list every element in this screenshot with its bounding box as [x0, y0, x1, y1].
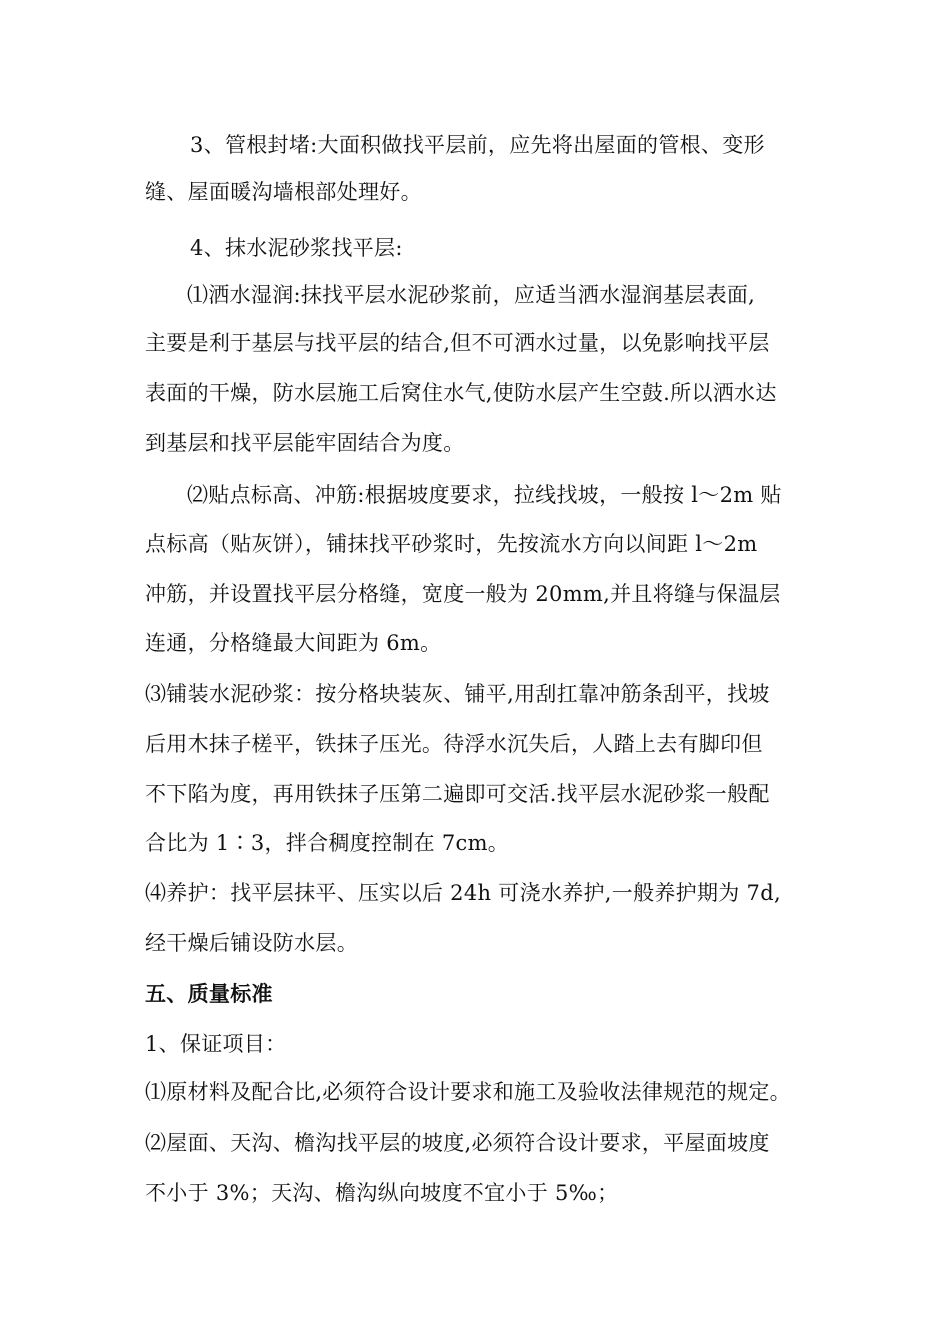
paragraph-line: ⑴原材料及配合比,必须符合设计要求和施工及验收法律规范的规定。 [145, 1080, 791, 1104]
paragraph-line: 3、管根封堵:大面积做找平层前，应先将出屋面的管根、变形 [190, 133, 765, 157]
paragraph-line: 经干燥后铺设防水层。 [145, 931, 358, 955]
paragraph-line: 到基层和找平层能牢固结合为度。 [145, 431, 465, 455]
paragraph-line: 4、抹水泥砂浆找平层: [190, 236, 403, 260]
paragraph-line: ⑶铺装水泥砂浆：按分格块装灰、铺平,用刮扛靠冲筋条刮平，找坡 [145, 682, 770, 706]
paragraph-line: 1、保证项目： [145, 1032, 287, 1056]
paragraph-line: ⑵贴点标高、冲筋:根据坡度要求，拉线找坡，一般按 l～2m 贴 [187, 483, 782, 507]
paragraph-line: 表面的干燥，防水层施工后窝住水气,使防水层产生空鼓.所以洒水达 [145, 381, 777, 405]
paragraph-line: 缝、屋面暖沟墙根部处理好。 [145, 180, 422, 204]
paragraph-line: 点标高（贴灰饼），铺抹找平砂浆时，先按流水方向以间距 l～2m [145, 532, 758, 556]
paragraph-line: 不下陷为度，再用铁抹子压第二遍即可交活.找平层水泥砂浆一般配 [145, 782, 770, 806]
section-heading: 五、质量标准 [145, 981, 273, 1006]
paragraph-line: 主要是利于基层与找平层的结合,但不可洒水过量，以免影响找平层 [145, 331, 770, 355]
paragraph-line: 不小于 3%；天沟、檐沟纵向坡度不宜小于 5‰； [145, 1181, 619, 1205]
paragraph-line: 合比为 1∶3，拌合稠度控制在 7cm。 [145, 831, 510, 855]
paragraph-line: ⑷养护：找平层抹平、压实以后 24h 可浇水养护,一般养护期为 7d, [145, 881, 781, 905]
paragraph-line: ⑴洒水湿润:抹找平层水泥砂浆前，应适当洒水湿润基层表面, [187, 283, 756, 307]
paragraph-line: ⑵屋面、天沟、檐沟找平层的坡度,必须符合设计要求，平屋面坡度 [145, 1131, 770, 1155]
paragraph-line: 后用木抹子槎平，铁抹子压光。待浮水沉失后，人踏上去有脚印但 [145, 732, 763, 756]
paragraph-line: 连通，分格缝最大间距为 6m。 [145, 631, 442, 655]
paragraph-line: 冲筋，并设置找平层分格缝，宽度一般为 20mm,并且将缝与保温层 [145, 582, 781, 606]
